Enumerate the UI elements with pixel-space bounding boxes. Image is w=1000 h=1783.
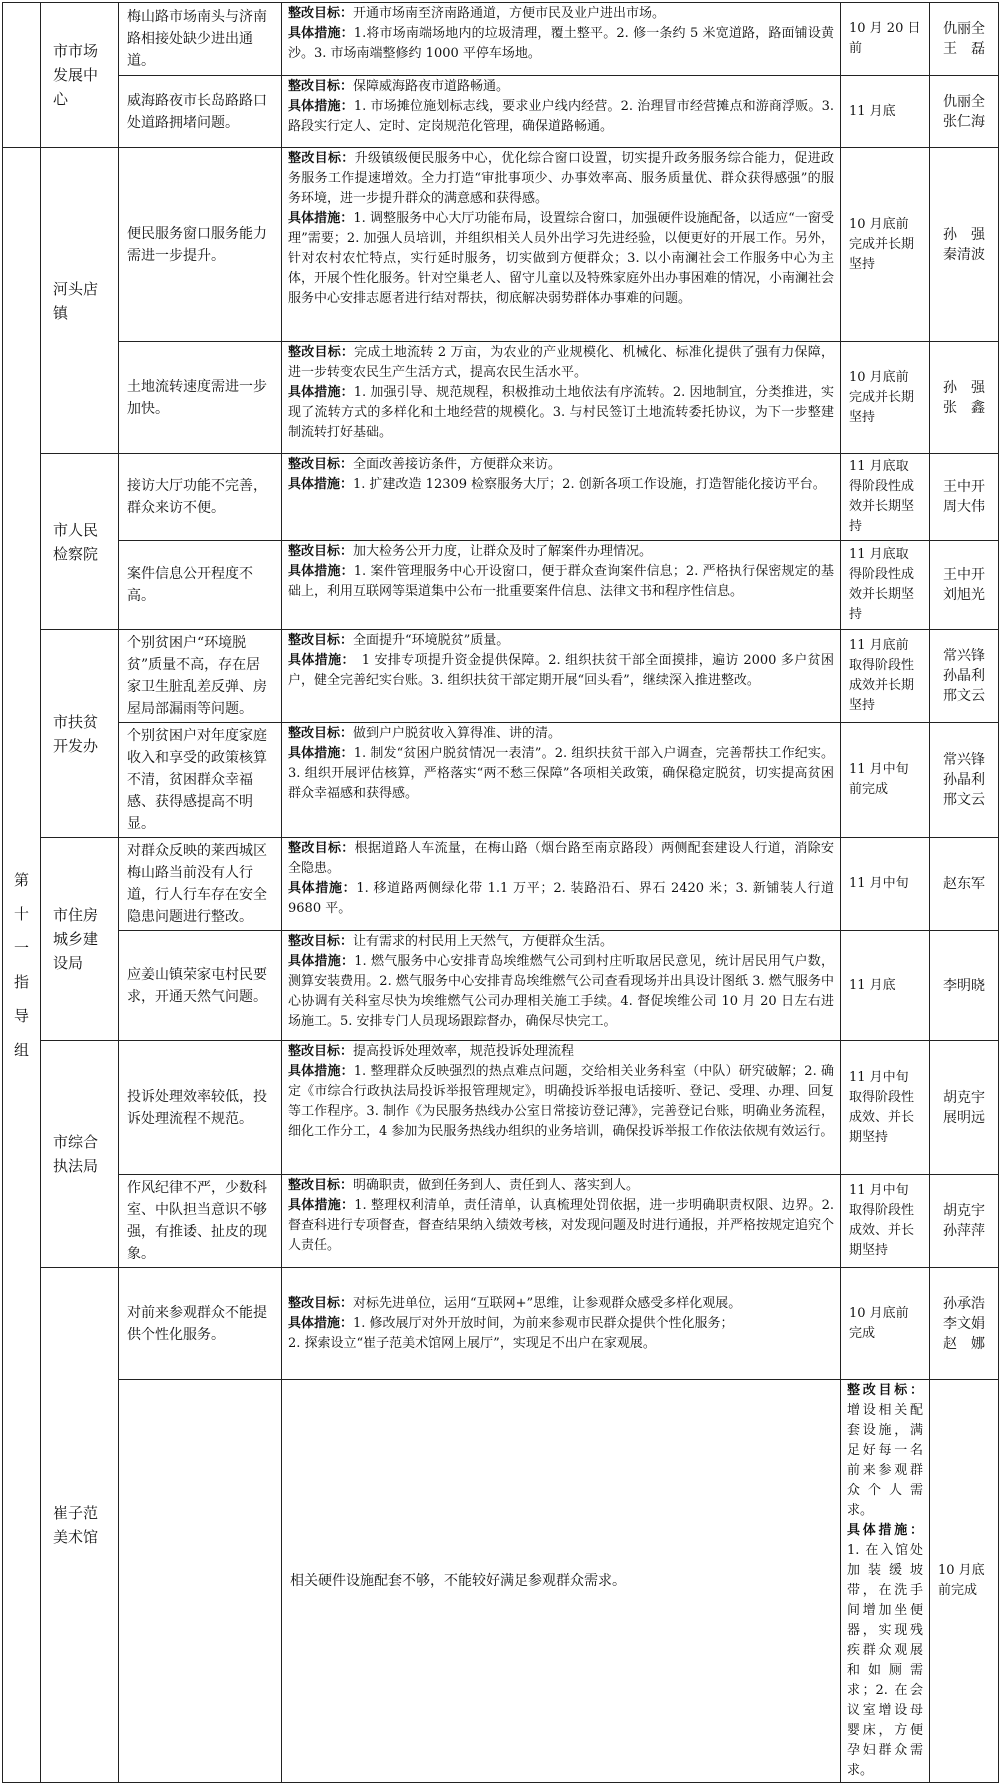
person-cell bbox=[930, 541, 999, 630]
measure-text: 1. 扩建改造 12309 检察服务大厅；2. 创新各项工作设施，打造智能化接访平台。 bbox=[353, 477, 826, 492]
issue-cell bbox=[119, 931, 282, 1041]
issue-text: 便民服务窗口服务能力需进一步提升。 bbox=[127, 225, 267, 264]
measure-line bbox=[288, 744, 834, 804]
time-cell bbox=[841, 76, 930, 148]
detail-cell bbox=[282, 541, 841, 630]
person-name: 王中开 bbox=[943, 479, 985, 495]
person-name: 邢文云 bbox=[943, 792, 985, 808]
table-row bbox=[3, 342, 999, 454]
measure-text: 1. 燃气服务中心安排青岛埃维燃气公司到村庄听取居民意见，统计居民用气户数，测算安装费用。2. 燃气服务中心安排青岛埃维燃气公司查看现场并出具设计图纸 3. 燃气服务中心协调有关科室尽快为埃维燃气公司办理相关施工手续。4. 督促埃维公司 10 月 20 日左右进场施工。5. 安排专门人员现场跟踪督办，确保尽快完工。 bbox=[288, 954, 834, 1029]
issue-cell bbox=[119, 1268, 282, 1380]
goal-label: 整改目标： bbox=[288, 633, 354, 648]
person-cell bbox=[930, 3, 999, 76]
measure-text: 1. 在入馆处加装缓坡带，在洗手间增加坐便器，实现残疾群众观展和如厕需求；2. 在会议室增设母婴床，方便孕妇群众需求。 bbox=[847, 1543, 923, 1778]
person-name: 邢文云 bbox=[943, 688, 985, 704]
measure-label: 具体措施： bbox=[847, 1523, 923, 1538]
time-text: 10 月底前完成 bbox=[938, 1563, 985, 1598]
goal-text: 开通市场南至济南路通道，方便市民及业户进出市场。 bbox=[353, 6, 666, 21]
issue-text: 相关硬件设施配套不够，不能较好满足参观群众需求。 bbox=[290, 1573, 626, 1589]
time-text: 11 月底 bbox=[849, 103, 896, 119]
time-text: 11 月中旬取得阶段性成效、并长期坚持 bbox=[849, 1069, 915, 1145]
time-text: 11 月底前取得阶段性成效并长期坚持 bbox=[849, 638, 915, 713]
goal-label: 整改目标： bbox=[288, 1044, 354, 1059]
issue-cell bbox=[119, 1175, 282, 1268]
detail-cell bbox=[282, 723, 841, 838]
goal-text: 全面改善接访条件，方便群众来访。 bbox=[353, 457, 562, 472]
person-name: 李明晓 bbox=[943, 977, 985, 994]
person-cell bbox=[930, 454, 999, 541]
issue-cell bbox=[119, 630, 282, 723]
time-text: 10 月底前完成 bbox=[849, 1305, 909, 1341]
measure-line bbox=[288, 879, 834, 919]
group-char: 组 bbox=[13, 1041, 29, 1059]
person-name: 仇丽全 bbox=[943, 93, 985, 110]
person-name: 赵东军 bbox=[943, 876, 985, 892]
goal-label: 整改目标： bbox=[288, 1178, 354, 1193]
measure-line bbox=[288, 651, 834, 691]
person-cell bbox=[930, 931, 999, 1041]
issue-cell bbox=[119, 454, 282, 541]
person-name: 张仁海 bbox=[943, 113, 985, 130]
measure-label: 具体措施： bbox=[288, 881, 357, 896]
time-text: 10 月底前完成并长期坚持 bbox=[849, 216, 915, 272]
person-cell bbox=[930, 838, 999, 931]
issue-text: 应姜山镇荣家屯村民要求，开通天然气问题。 bbox=[127, 966, 267, 1005]
time-cell bbox=[841, 1041, 930, 1175]
time-cell bbox=[841, 838, 930, 931]
person-name: 常兴锋 bbox=[943, 648, 985, 664]
issue-text: 个别贫困户对年度家庭收入和享受的政策核算不清，贫困群众幸福感、获得感提高不明显。 bbox=[127, 728, 267, 832]
issue-cell bbox=[119, 76, 282, 148]
person-name: 孙 强 bbox=[943, 379, 985, 396]
measure-line bbox=[288, 383, 834, 443]
unit-cell bbox=[41, 148, 119, 454]
measure-text: 1. 案件管理服务中心开设窗口，便于群众查询案件信息；2. 严格执行保密规定的基础上，利用互联网等渠道集中公布一批重要案件信息、法律文书和程序性信息。 bbox=[288, 564, 834, 599]
table-row bbox=[3, 630, 999, 723]
issue-cell bbox=[119, 3, 282, 76]
goal-line bbox=[288, 542, 834, 562]
person-name: 胡克宇 bbox=[943, 1203, 985, 1219]
person-cell bbox=[930, 1041, 999, 1175]
person-name: 孙萍萍 bbox=[943, 1223, 985, 1239]
measure-label: 具体措施： bbox=[288, 1198, 355, 1213]
table-row bbox=[3, 76, 999, 148]
time-cell bbox=[841, 931, 930, 1041]
time-text: 11 月中旬取得阶段性成效、并长期坚持 bbox=[849, 1183, 915, 1258]
person-name: 孙晶利 bbox=[943, 668, 985, 684]
measure-text: 1. 移道路两侧绿化带 1.1 万平；2. 装路沿石、界石 2420 米；3. 新铺装人行道 9680 平。 bbox=[288, 881, 834, 916]
measure-label: 具体措施： bbox=[288, 477, 354, 492]
issue-cell bbox=[119, 148, 282, 342]
group-char: 第 bbox=[13, 871, 29, 889]
issue-text: 威海路夜市长岛路路口处道路拥堵问题。 bbox=[127, 92, 267, 131]
unit-cell bbox=[41, 1041, 119, 1268]
group-cell-blank bbox=[119, 1380, 282, 1783]
goal-text: 完成土地流转 2 万亩，为农业的产业规模化、机械化、标准化提供了强有力保障，进一步转变农民生产生活方式，提高农民生活水平。 bbox=[288, 345, 834, 380]
table-row bbox=[3, 1175, 999, 1268]
issue-text: 土地流转速度需进一步加快。 bbox=[127, 378, 267, 417]
person-name: 周大伟 bbox=[943, 499, 985, 515]
issue-text: 个别贫困户“环境脱贫”质量不高，存在居家卫生脏乱差反弹、房屋局部漏雨等问题。 bbox=[127, 635, 267, 717]
measure-label: 具体措施： bbox=[288, 211, 354, 226]
person-name: 展明远 bbox=[943, 1109, 985, 1126]
measure-label: 具体措施： bbox=[288, 746, 354, 761]
measure-line bbox=[288, 24, 834, 64]
time-cell bbox=[930, 1380, 999, 1783]
measure-label: 具体措施： bbox=[288, 385, 354, 400]
detail-cell bbox=[282, 1268, 841, 1380]
goal-label: 整改目标： bbox=[288, 726, 354, 741]
measure-text: 1. 整理群众反映强烈的热点难点问题，交给相关业务科室（中队）研究破解；2. 确定《市综合行政执法局投诉举报管理规定》，明确投诉举报电话接听、登记、受理、办理、回复等工作程序。3. 制作《为民服务热线办公室日常接访登记薄》，完善登记台账，明确业务流程，细化工作分工，4 参加为民服务热线办组织的业务培训，确保投诉举报工作依法依规有效运行。 bbox=[288, 1064, 834, 1139]
goal-label: 整改目标： bbox=[288, 79, 354, 94]
person-name: 孙 强 bbox=[943, 226, 985, 243]
unit-name: 市综合执法局 bbox=[53, 1133, 99, 1175]
goal-label: 整改目标： bbox=[288, 151, 355, 166]
time-cell bbox=[841, 1268, 930, 1380]
goal-line bbox=[288, 77, 834, 97]
person-name: 王中开 bbox=[943, 567, 985, 583]
measure-line-2: 2. 探索设立“崔子范美术馆网上展厅”，实现足不出户在家观展。 bbox=[288, 1335, 656, 1351]
time-cell bbox=[841, 342, 930, 454]
goal-line bbox=[288, 455, 834, 475]
measure-line bbox=[288, 209, 834, 309]
measure-line bbox=[288, 97, 834, 137]
unit-cell bbox=[41, 838, 119, 1041]
goal-line bbox=[847, 1381, 923, 1521]
measure-text: 1. 加强引导、规范规程，积极推动土地依法有序流转。2. 因地制宜，分类推进，实现了流转方式的多样化和土地经营的规模化。3. 与村民签订土地流转委托协议，为下一步整建制流转打好基础。 bbox=[288, 385, 834, 440]
detail-cell bbox=[282, 454, 841, 541]
unit-cell bbox=[41, 454, 119, 630]
time-text: 11 月底取得阶段性成效并长期坚持 bbox=[849, 547, 915, 622]
issue-text: 对前来参观群众不能提供个性化服务。 bbox=[127, 1304, 267, 1343]
person-name: 胡克宇 bbox=[943, 1089, 985, 1106]
table-row bbox=[3, 148, 999, 342]
table-row bbox=[3, 931, 999, 1041]
issue-text: 梅山路市场南头与济南路相接处缺少进出通道。 bbox=[127, 9, 267, 69]
goal-text: 增设相关配套设施，满足好每一名前来参观群众个人需求。 bbox=[847, 1403, 923, 1518]
unit-name: 市扶贫开发办 bbox=[53, 712, 99, 755]
table-row bbox=[3, 541, 999, 630]
measure-line bbox=[288, 1314, 834, 1334]
measure-label: 具体措施： bbox=[288, 653, 349, 668]
time-cell bbox=[841, 723, 930, 838]
goal-label: 整改目标： bbox=[288, 934, 354, 949]
measure-label: 具体措施： bbox=[288, 1064, 354, 1079]
group-char: 一 bbox=[13, 939, 29, 957]
issue-text: 投诉处理效率较低，投诉处理流程不规范。 bbox=[127, 1088, 267, 1127]
detail-cell bbox=[282, 630, 841, 723]
issue-cell bbox=[119, 541, 282, 630]
measure-line bbox=[288, 1062, 834, 1142]
goal-line bbox=[288, 1294, 834, 1314]
goal-line bbox=[288, 932, 834, 952]
unit-cell bbox=[41, 3, 119, 148]
time-cell bbox=[841, 454, 930, 541]
detail-cell bbox=[282, 342, 841, 454]
detail-cell bbox=[282, 3, 841, 76]
person-name: 孙晶利 bbox=[943, 772, 985, 788]
issue-text: 对群众反映的莱西城区梅山路当前没有人行道，行人行车存在安全隐患问题进行整改。 bbox=[127, 843, 267, 925]
goal-line bbox=[288, 4, 834, 24]
person-name: 赵 娜 bbox=[943, 1335, 985, 1352]
person-name: 李文娟 bbox=[943, 1315, 985, 1332]
goal-label: 整改目标： bbox=[288, 6, 354, 21]
person-name: 张 鑫 bbox=[943, 399, 985, 416]
time-cell bbox=[841, 148, 930, 342]
goal-text: 让有需求的村民用上天然气，方便群众生活。 bbox=[353, 934, 614, 949]
time-text: 11 月中旬 bbox=[849, 876, 909, 891]
person-cell bbox=[930, 630, 999, 723]
detail-cell bbox=[282, 838, 841, 931]
time-cell bbox=[841, 541, 930, 630]
group-char: 指 bbox=[13, 973, 29, 991]
measure-text: 1.将市场南端场地内的垃圾清理，覆土整平。2. 修一条约 5 米宽道路，路面铺设黄沙。3. 市场南端整修约 1000 平停车场地。 bbox=[288, 26, 834, 61]
issue-text: 案件信息公开程度不高。 bbox=[127, 566, 253, 604]
measure-line bbox=[288, 475, 834, 495]
goal-label: 整改目标： bbox=[288, 345, 355, 360]
table-row bbox=[3, 1041, 999, 1175]
detail-cell bbox=[282, 76, 841, 148]
time-cell bbox=[841, 630, 930, 723]
issue-cell bbox=[119, 1041, 282, 1175]
issue-cell bbox=[119, 342, 282, 454]
goal-label: 整改目标： bbox=[288, 1295, 354, 1311]
goal-text: 保障威海路夜市道路畅通。 bbox=[353, 79, 510, 94]
group-cell bbox=[3, 148, 41, 1783]
detail-cell bbox=[841, 1380, 930, 1783]
table-row bbox=[3, 1380, 999, 1783]
unit-name: 崔子范美术馆 bbox=[53, 1504, 99, 1546]
detail-cell bbox=[282, 1175, 841, 1268]
unit-name: 河头店镇 bbox=[53, 279, 99, 322]
time-text: 10 月 20 日前 bbox=[849, 21, 921, 56]
measure-label: 具体措施： bbox=[288, 99, 354, 114]
measure-label: 具体措施： bbox=[288, 954, 355, 969]
goal-text: 对标先进单位，运用“互联网+”思维，让参观群众感受多样化观展。 bbox=[353, 1295, 742, 1311]
time-text: 11 月底 bbox=[849, 977, 896, 993]
goal-line bbox=[288, 724, 834, 744]
goal-text: 做到户户脱贫收入算得准、讲的清。 bbox=[353, 726, 562, 741]
person-name: 王 磊 bbox=[943, 41, 985, 57]
detail-cell bbox=[282, 148, 841, 342]
rectification-table bbox=[2, 2, 999, 1783]
person-name: 秦清波 bbox=[943, 246, 985, 263]
goal-label: 整改目标： bbox=[288, 841, 355, 856]
person-name: 常兴锋 bbox=[943, 752, 985, 768]
person-cell bbox=[930, 723, 999, 838]
group-char: 导 bbox=[13, 1007, 29, 1025]
table-row bbox=[3, 1268, 999, 1380]
person-name: 仇丽全 bbox=[943, 21, 985, 37]
goal-label: 整改目标： bbox=[847, 1383, 923, 1398]
measure-label: 具体措施： bbox=[288, 26, 354, 41]
goal-text: 根据道路人车流量，在梅山路（烟台路至南京路段）两侧配套建设人行道，消除安全隐患。 bbox=[288, 841, 834, 876]
measure-label: 具体措施： bbox=[288, 1315, 354, 1331]
measure-text: 1. 市场摊位施划标志线，要求业户线内经营。2. 治理冒市经营摊点和游商浮贩。3. 路段实行定人、定时、定岗规范化管理，确保道路畅通。 bbox=[288, 99, 834, 134]
time-text: 11 月底取得阶段性成效并长期坚持 bbox=[849, 459, 915, 534]
person-cell bbox=[930, 76, 999, 148]
time-cell bbox=[841, 1175, 930, 1268]
unit-cell bbox=[41, 1268, 119, 1783]
issue-text: 作风纪律不严，少数科室、中队担当意识不够强，有推诿、扯皮的现象。 bbox=[127, 1180, 267, 1262]
issue-cell bbox=[119, 838, 282, 931]
table-row bbox=[3, 838, 999, 931]
table-row bbox=[3, 3, 999, 76]
goal-line bbox=[288, 1042, 834, 1062]
person-name: 孙承浩 bbox=[943, 1295, 985, 1312]
issue-cell bbox=[282, 1380, 841, 1783]
measure-text: 1. 整理权利清单，责任清单，认真梳理处罚依据，进一步明确职责权限、边界。2. 督查科进行专项督查，督查结果纳入绩效考核，对发现问题及时进行通报，并严格按规定追究个人责任。 bbox=[288, 1198, 835, 1253]
goal-line bbox=[288, 149, 834, 209]
goal-line bbox=[288, 839, 834, 879]
measure-text: 1. 调整服务中心大厅功能布局，设置综合窗口，加强硬件设施配备，以适应“一窗受理”需要；2. 加强人员培训，并组织相关人员外出学习先进经验，以便更好的开展工作。另外，针对农村农忙特点，实行延时服务，切实做到方便群众；3. 以小南澜社会工作服务中心为主体，开展个性化服务。针对空巢老人、留守儿童以及特殊家庭外出办事困难的情况，小南澜社会服务中心安排志愿者进行结对帮扶，彻底解决弱势群体办事难的问题。 bbox=[288, 211, 835, 306]
measure-text: 1. 修改展厅对外开放时间，为前来参观市民群众提供个性化服务； bbox=[353, 1315, 734, 1331]
goal-label: 整改目标： bbox=[288, 457, 354, 472]
time-text: 10 月底前完成并长期坚持 bbox=[849, 369, 915, 425]
person-cell bbox=[930, 148, 999, 342]
table-row bbox=[3, 723, 999, 838]
goal-text: 全面提升“环境脱贫”质量。 bbox=[353, 633, 510, 648]
goal-line bbox=[288, 631, 834, 651]
detail-cell bbox=[282, 1041, 841, 1175]
group-char: 十 bbox=[13, 905, 29, 923]
time-cell bbox=[841, 3, 930, 76]
issue-cell bbox=[119, 723, 282, 838]
unit-name: 市市场发展中心 bbox=[53, 42, 99, 108]
measure-line bbox=[288, 1196, 834, 1256]
person-cell bbox=[930, 342, 999, 454]
issue-text: 接访大厅功能不完善，群众来访不便。 bbox=[127, 478, 267, 516]
measure-line bbox=[288, 952, 834, 1032]
person-cell bbox=[930, 1268, 999, 1380]
measure-line bbox=[288, 562, 834, 602]
group-cell-blank bbox=[3, 3, 41, 148]
measure-line bbox=[847, 1521, 923, 1781]
person-name: 刘旭光 bbox=[943, 587, 985, 603]
goal-line bbox=[288, 1176, 834, 1196]
goal-text: 提高投诉处理效率，规范投诉处理流程 bbox=[353, 1044, 575, 1059]
unit-name: 市住房城乡建设局 bbox=[53, 906, 99, 972]
measure-label: 具体措施： bbox=[288, 564, 354, 579]
time-text: 11 月中旬前完成 bbox=[849, 762, 909, 797]
measure-text: 1. 制发“贫困户脱贫情况一表清”。2. 组织扶贫干部入户调查，完善帮扶工作纪实。3. 组织开展评估核算，严格落实“两不愁三保障”各项相关政策，确保稳定脱贫，切实提高贫困群众幸福感和获得感。 bbox=[288, 746, 834, 801]
detail-cell bbox=[282, 931, 841, 1041]
measure-text: 1 安排专项提升资金提供保障。2. 组织扶贫干部全面摸排，遍访 2000 多户贫困户，健全完善纪实台账。3. 组织扶贫干部定期开展“回头看”，继续深入推进整改。 bbox=[288, 653, 834, 688]
goal-label: 整改目标： bbox=[288, 544, 354, 559]
unit-cell bbox=[41, 630, 119, 838]
person-cell bbox=[930, 1175, 999, 1268]
table-row bbox=[3, 454, 999, 541]
unit-name: 市人民检察院 bbox=[53, 520, 99, 563]
goal-text: 明确职责，做到任务到人、责任到人、落实到人。 bbox=[353, 1178, 640, 1193]
goal-line bbox=[288, 343, 834, 383]
goal-text: 加大检务公开力度，让群众及时了解案件办理情况。 bbox=[353, 544, 653, 559]
goal-text: 升级镇级便民服务中心，优化综合窗口设置，切实提升政务服务综合能力，促进政务服务工作提速增效。全力打造“审批事项少、办事效率高、服务质量优、群众获得感强”的服务环境，进一步提升群众的满意感和获得感。 bbox=[288, 151, 834, 206]
